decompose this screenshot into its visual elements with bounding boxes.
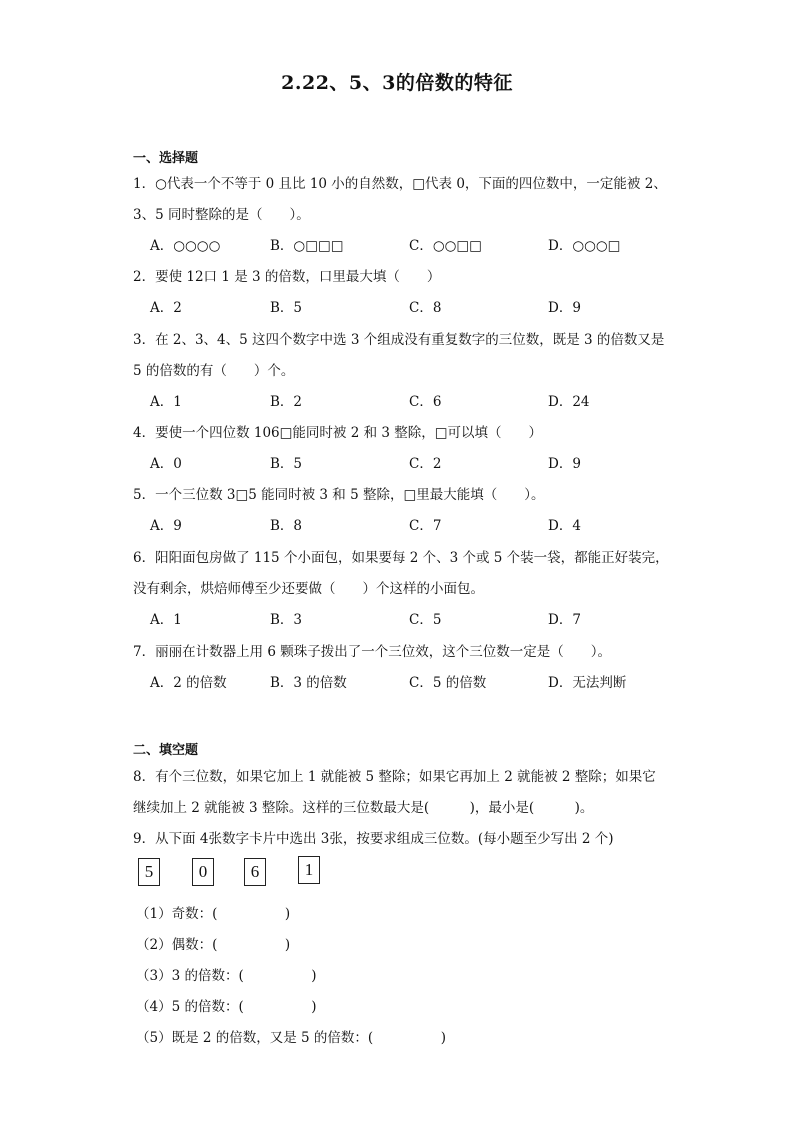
option-b[interactable]: B．5 (270, 456, 303, 472)
option-c[interactable]: C．5 (409, 612, 442, 628)
question-5-options (150, 514, 710, 532)
option-d[interactable]: D．○○○□ (548, 238, 621, 254)
option-a[interactable]: A．1 (150, 612, 182, 628)
option-a[interactable]: A．2 (150, 300, 182, 316)
question-2-line-1: 2．要使 12口 1 是 3 的倍数，口里最大填（ ） (133, 269, 441, 285)
question-1-line-2: 3、5 同时整除的是（ ）。 (133, 207, 310, 223)
section-heading-fill-blank: 二、填空题 (133, 743, 199, 758)
digit-card: 1 (298, 856, 320, 884)
option-d[interactable]: D．无法判断 (548, 675, 627, 691)
option-b[interactable]: B．2 (270, 394, 303, 410)
question-4-options (150, 452, 710, 470)
question-6-line-1: 6．阳阳面包房做了 115 个小面包，如果要每 2 个、3 个或 5 个装一袋，都能正好装完， (133, 550, 669, 566)
option-a[interactable]: A．○○○○ (150, 238, 221, 254)
option-a[interactable]: A．1 (150, 394, 182, 410)
option-a[interactable]: A．9 (150, 518, 182, 534)
option-c[interactable]: C．5 的倍数 (409, 675, 487, 691)
option-b[interactable]: B．3 的倍数 (270, 675, 347, 691)
question-9-sub-3: （3）3 的倍数：( ) (136, 968, 317, 984)
question-9-sub-5: （5）既是 2 的倍数，又是 5 的倍数：( ) (136, 1030, 446, 1046)
option-c[interactable]: C．2 (409, 456, 442, 472)
option-a[interactable]: A．2 的倍数 (150, 675, 227, 691)
option-b[interactable]: B．8 (270, 518, 303, 534)
option-d[interactable]: D．9 (548, 300, 581, 316)
question-6-line-2: 没有剩余，烘焙师傅至少还要做（ ）个这样的小面包。 (133, 581, 484, 597)
question-9-sub-2: （2）偶数：( ) (136, 937, 291, 953)
question-9-sub-1: （1）奇数：( ) (136, 906, 291, 922)
digit-card: 5 (138, 858, 160, 886)
question-3-line-1: 3．在 2、3、4、5 这四个数字中选 3 个组成没有重复数字的三位数，既是 3 的倍数又是 (133, 332, 665, 348)
digit-card: 6 (244, 858, 266, 886)
option-c[interactable]: C．7 (409, 518, 442, 534)
option-c[interactable]: C．6 (409, 394, 442, 410)
question-3-options (150, 390, 710, 408)
page-title: 2.22、5、3的倍数的特征 (281, 72, 513, 94)
question-8-line-2: 继续加上 2 就能被 3 整除。这样的三位数最大是( )，最小是( )。 (133, 800, 594, 816)
option-c[interactable]: C．8 (409, 300, 442, 316)
option-d[interactable]: D．4 (548, 518, 581, 534)
digit-card: 0 (192, 858, 214, 886)
option-d[interactable]: D．7 (548, 612, 581, 628)
question-8-line-1: 8．有个三位数，如果它加上 1 就能被 5 整除；如果它再加上 2 就能被 2 整除；如果它 (133, 769, 656, 785)
question-2-options (150, 296, 710, 314)
question-5-line-1: 5．一个三位数 3□5 能同时被 3 和 5 整除，□里最大能填（ ）。 (133, 487, 545, 503)
option-d[interactable]: D．24 (548, 394, 590, 410)
option-c[interactable]: C．○○□□ (409, 238, 482, 254)
question-1-line-1: 1．○代表一个不等于 0 且比 10 小的自然数，□代表 0，下面的四位数中，一定能被 2、 (133, 176, 667, 192)
question-9-line-1: 9．从下面 4张数字卡片中选出 3张，按要求组成三位数。(每小题至少写出 2 个) (133, 831, 614, 847)
question-7-line-1: 7．丽丽在计数器上用 6 颗珠子拨出了一个三位效，这个三位数一定是（ ）。 (133, 644, 612, 660)
option-a[interactable]: A．0 (150, 456, 182, 472)
question-9-sub-4: （4）5 的倍数：( ) (136, 999, 317, 1015)
question-6-options (150, 608, 710, 626)
question-4-line-1: 4．要使一个四位数 106□能同时被 2 和 3 整除，□可以填（ ） (133, 425, 543, 441)
option-d[interactable]: D．9 (548, 456, 581, 472)
option-b[interactable]: B．5 (270, 300, 303, 316)
question-1-options (150, 234, 710, 252)
question-3-line-2: 5 的倍数的有（ ）个。 (133, 363, 295, 379)
section-heading-choice: 一、选择题 (133, 151, 199, 166)
question-7-options (150, 671, 710, 689)
option-b[interactable]: B．○□□□ (270, 238, 344, 254)
option-b[interactable]: B．3 (270, 612, 303, 628)
